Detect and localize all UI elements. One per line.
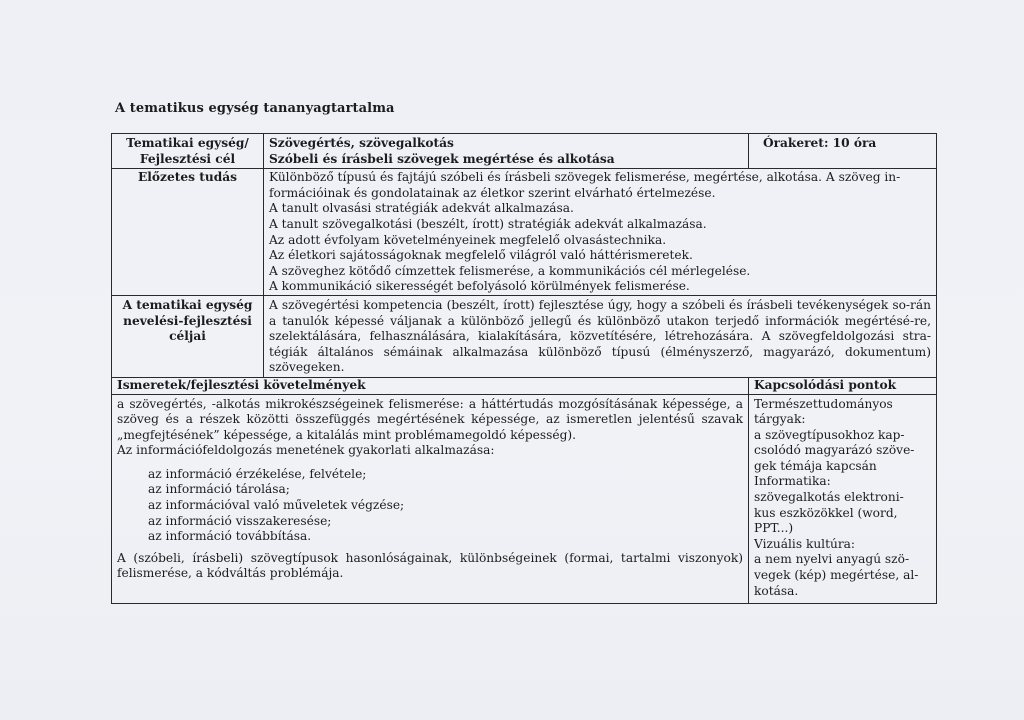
prior-line: Különböző típusú és fajtájú szóbeli és írásbeli szövegek felismerése, megértése, alkotása. A szöveg in- xyxy=(269,170,901,185)
header-row xyxy=(112,134,937,169)
knowledge-header: Ismeretek/fejlesztési követelmények xyxy=(112,377,749,394)
prior-line: Az életkori sajátosságoknak megfelelő világról való háttérismeretek. xyxy=(269,248,693,263)
goals-label-line-2: nevelési-fejlesztési xyxy=(123,313,252,328)
unit-label-line-2: Fejlesztési cél xyxy=(139,151,236,166)
prior-line: A tanult olvasási stratégiák adekvát alkalmazása. xyxy=(269,201,574,216)
links-line: Vizuális kultúra: xyxy=(754,536,856,551)
links-line: kus eszközökkel (word, xyxy=(754,505,898,520)
prior-line: A szöveghez kötődő címzettek felismerése, a kommunikációs cél mérlegelése. xyxy=(269,263,751,278)
hours-cell xyxy=(749,134,937,169)
unit-title-cell xyxy=(264,134,749,169)
goals-label-line-3: céljai xyxy=(169,329,206,344)
links-line: vegek (kép) megértése, al- xyxy=(754,568,919,583)
knowledge-content xyxy=(112,394,749,604)
knowledge-apply: Az információfeldolgozás menetének gyakorlati alkalmazása: xyxy=(117,443,495,458)
prior-knowledge-label: Előzetes tudás xyxy=(112,169,264,296)
info-step-item: az információ visszakeresése; xyxy=(148,513,332,528)
links-line: kotása. xyxy=(754,583,799,598)
links-content xyxy=(749,394,937,604)
info-step-item: az információ továbbítása. xyxy=(148,529,312,544)
links-line: PPT...) xyxy=(754,521,794,536)
info-step-item: az információval való műveletek végzése; xyxy=(148,498,405,513)
unit-label-line-1: Tematikai egység/ xyxy=(126,136,249,150)
unit-title-line-1: Szövegértés, szövegalkotás xyxy=(269,136,454,150)
curriculum-table xyxy=(111,133,937,604)
section-title: A tematikus egység tananyagtartalma xyxy=(115,101,395,116)
links-line: tárgyak: xyxy=(754,412,806,427)
links-header: Kapcsolódási pontok xyxy=(749,377,937,394)
prior-knowledge-content xyxy=(264,169,937,296)
goals-label-line-1: A tematikai egység xyxy=(122,297,253,312)
prior-line: A kommunikáció sikerességét befolyásoló körülmények felismerése. xyxy=(269,279,690,294)
hours-value: Órakeret: 10 óra xyxy=(763,136,877,150)
knowledge-header-row xyxy=(112,377,937,394)
unit-label-cell xyxy=(112,134,264,169)
links-line: szövegalkotás elektroni- xyxy=(754,490,904,505)
prior-knowledge-row xyxy=(112,169,937,296)
knowledge-closing: A (szóbeli, írásbeli) szövegtípusok hasonlóságainak, különbségeinek (formai, tartalmi viszonyok) felismerése, a kódváltás problémája. xyxy=(117,550,743,581)
links-line: csolódó magyarázó szöve- xyxy=(754,443,915,458)
links-line: a szövegtípusokhoz kap- xyxy=(754,427,905,442)
prior-line: formációinak és gondolatainak az életkor szerint elvárható értelmezése. xyxy=(269,185,716,200)
links-line: Informatika: xyxy=(754,474,831,489)
knowledge-intro: a szövegértés, -alkotás mikrokészségeinek felismerése: a háttértudás mozgósításának képessége, a szöveg és a részek közötti összefüggés megértésének képessége, az ismeretlen jelentésű szavak „megfejtésének” képessége, a kitalálás mint problémamegoldó képesség). xyxy=(117,396,743,442)
spacer xyxy=(117,459,743,467)
goals-label xyxy=(112,295,264,377)
goals-content: A szövegértési kompetencia (beszélt, írott) fejlesztése úgy, hogy a szóbeli és írásbeli tevékenységek so-rán a tanulók képessé váljanak a különböző jellegű és különböző utakon terjedő információk megértésé-re, szelektálására, felhasználására, kialakítására, közvetítésére, létrehozására. A szövegfeldolgozási stra-tégiák általános sémáinak alkalmazása különböző típusú (élményszerző, magyarázó, dokumentum) szövegeken. xyxy=(264,295,937,377)
knowledge-row xyxy=(112,394,937,604)
links-line: gek témája kapcsán xyxy=(754,458,877,473)
prior-line: Az adott évfolyam követelményeinek megfelelő olvasástechnika. xyxy=(269,232,667,247)
links-line: a nem nyelvi anyagú szö- xyxy=(754,552,910,567)
unit-title-line-2: Szóbeli és írásbeli szövegek megértése és alkotása xyxy=(269,151,615,166)
links-line: Természettudományos xyxy=(754,396,893,411)
goals-row xyxy=(112,295,937,377)
info-step-item: az információ tárolása; xyxy=(148,482,290,497)
info-step-item: az információ érzékelése, felvétele; xyxy=(148,466,367,481)
prior-line: A tanult szövegalkotási (beszélt, írott) stratégiák adekvát alkalmazása. xyxy=(269,216,707,231)
